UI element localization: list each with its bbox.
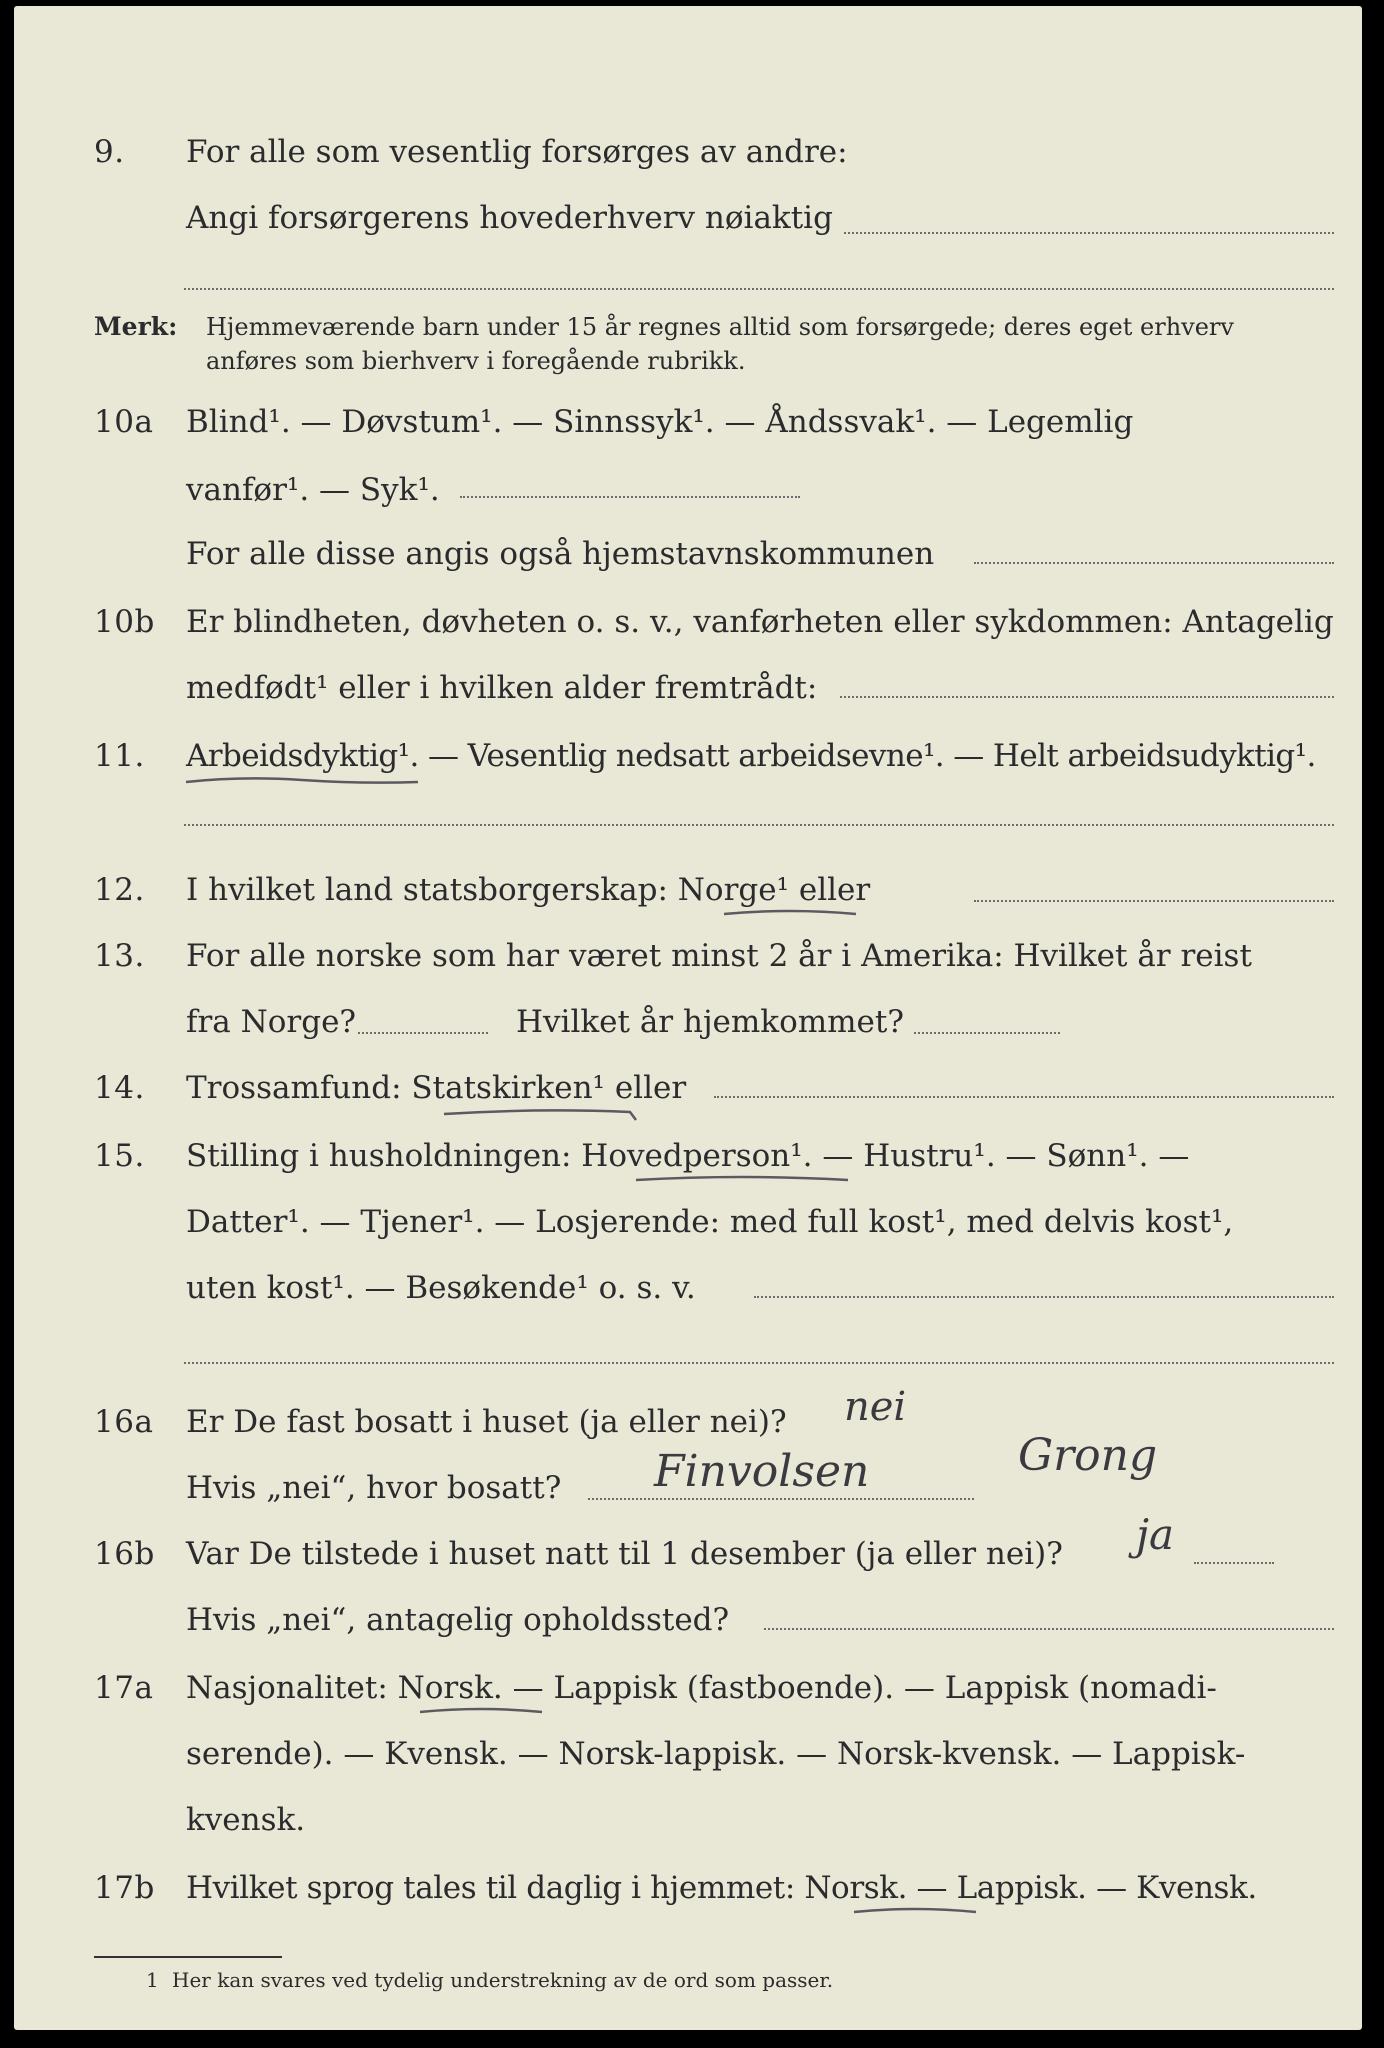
item-text: Hvilket sprog tales til daglig i hjemmet: Norsk. — Lappisk. — Kvensk. [186,1870,1257,1906]
answer-line[interactable] [184,824,1334,826]
answer-line[interactable] [974,562,1334,564]
item-number: 12. [94,872,145,908]
item-text: medfødt¹ eller i hvilken alder fremtrådt: [186,670,818,706]
item-text: kvensk. [186,1802,306,1838]
item-text: Datter¹. — Tjener¹. — Losjerende: med full kost¹, med delvis kost¹, [186,1204,1234,1240]
handwritten-place-2: Grong [1018,1430,1158,1481]
item-number: 17b [94,1870,155,1906]
item-text: Arbeidsdyktig¹. — Vesentlig nedsatt arbeidsevne¹. — Helt arbeidsudyktig¹. [186,738,1316,774]
item-number: 10b [94,604,155,640]
item-number: 17a [94,1670,154,1706]
item-text: Trossamfund: Statskirken¹ eller [186,1070,687,1106]
item-text: Hvis „nei“, hvor bosatt? [186,1470,562,1506]
item-text: Var De tilstede i huset natt til 1 desember (ja eller nei)? [186,1536,1063,1572]
merk-label: Merk: [94,312,178,341]
item-text: For alle norske som har været minst 2 år i Amerika: Hvilket år reist [186,938,1252,974]
answer-line[interactable] [764,1628,1334,1630]
underline-mark [632,1172,852,1190]
item-text: fra Norge? [186,1004,357,1040]
item-number: 13. [94,938,145,974]
handwritten-answer: ja [1136,1510,1175,1559]
answer-line[interactable] [914,1032,1060,1034]
underline-mark [850,1904,980,1922]
answer-line[interactable] [974,900,1334,902]
merk-text: Hjemmeværende barn under 15 år regnes alltid som forsørgede; deres eget erhverv [206,313,1234,341]
footnote-rule [94,1956,282,1958]
answer-line[interactable] [844,232,1334,234]
item-number: 11. [94,738,145,774]
item-text: Angi forsørgerens hovederhverv nøiaktig [186,200,833,236]
census-form-page [14,6,1362,2030]
item-text: Stilling i husholdningen: Hovedperson¹. — Hustru¹. — Sønn¹. — [186,1138,1190,1174]
answer-line[interactable] [714,1096,1334,1098]
underline-mark [440,1104,640,1126]
item-text: Er De fast bosatt i huset (ja eller nei)? [186,1404,787,1440]
item-text: For alle disse angis også hjemstavnskommunen [186,536,935,572]
item-number: 10a [94,404,154,440]
answer-line[interactable] [840,696,1334,698]
item-text: I hvilket land statsborgerskap: Norge¹ eller [186,872,871,908]
answer-line[interactable] [1194,1562,1274,1564]
answer-line[interactable] [184,1362,1334,1364]
item-number: 16a [94,1404,154,1440]
answer-line[interactable] [588,1498,974,1500]
item-text: uten kost¹. — Besøkende¹ o. s. v. [186,1270,696,1306]
item-text: Blind¹. — Døvstum¹. — Sinnssyk¹. — Åndssvak¹. — Legemlig [186,404,1134,440]
item-text: vanfør¹. — Syk¹. [186,472,440,508]
answer-line[interactable] [358,1032,488,1034]
underline-mark [182,772,422,792]
item-number: 15. [94,1138,145,1174]
item-text: serende). — Kvensk. — Norsk-lappisk. — Norsk-kvensk. — Lappisk- [186,1736,1246,1772]
item-text: For alle som vesentlig forsørges av andre: [186,134,848,170]
item-text: Nasjonalitet: Norsk. — Lappisk (fastboende). — Lappisk (nomadi- [186,1670,1217,1706]
merk-text: anføres som bierhverv i foregående rubrikk. [206,347,746,375]
handwritten-place: Finvolsen [654,1446,870,1497]
item-number: 16b [94,1536,155,1572]
underline-mark [416,1704,546,1722]
handwritten-answer: nei [844,1384,907,1430]
answer-line[interactable] [184,288,1334,290]
item-text: Hvis „nei“, antagelig opholdssted? [186,1602,730,1638]
item-text: Hvilket år hjemkommet? [516,1004,904,1040]
item-number: 9. [94,134,125,170]
answer-line[interactable] [460,496,800,498]
answer-line[interactable] [754,1296,1334,1298]
underline-mark [720,906,860,922]
footnote-text: Her kan svares ved tydelig understrekning av de ord som passer. [172,1968,834,1992]
item-number: 14. [94,1070,145,1106]
item-text: Er blindheten, døvheten o. s. v., vanførheten eller sykdommen: Antagelig [186,604,1334,640]
footnote-marker: 1 [146,1968,159,1992]
